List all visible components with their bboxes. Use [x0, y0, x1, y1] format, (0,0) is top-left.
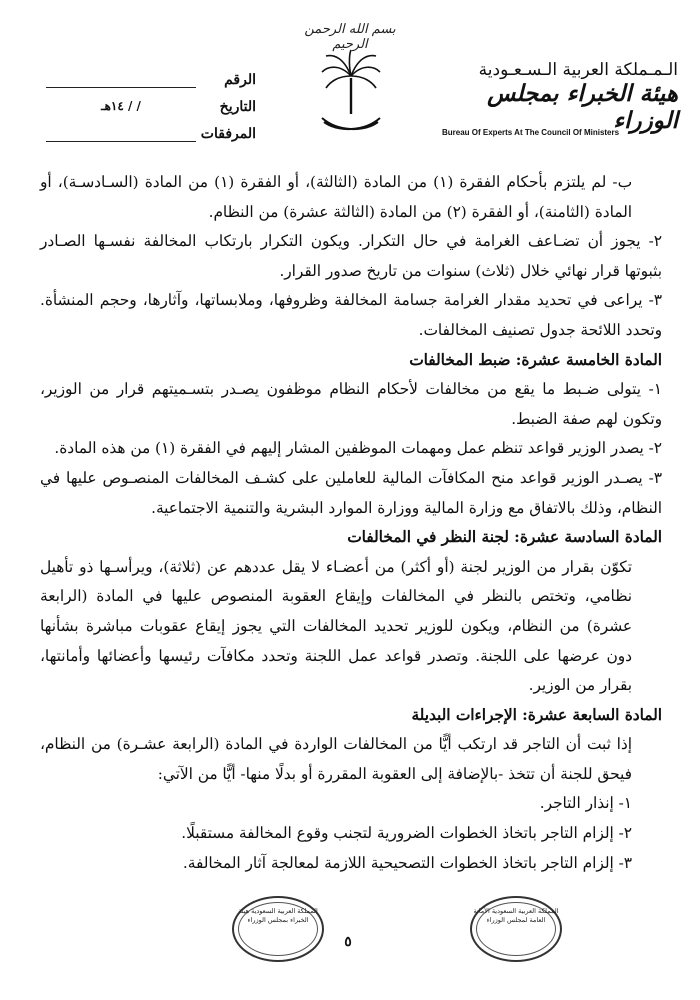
number-label: الرقم: [224, 71, 256, 88]
list-item: ١- إنذار التاجر.: [539, 794, 632, 813]
letterhead: [0, 0, 700, 150]
basmala: بسم الله الرحمن الرحيم: [304, 22, 396, 52]
paragraph: تكوّن بقرار من الوزير لجنة (أو أكثر) من أعضـاء لا يقل عددهم عن (ثلاثة)، ويرأسـها ذو تأهيل نظامي، وتختص بالنظر في المخالفات وإيقاع العقوبة المنصوص عليها في المادة (الرابعة عشرة) من النظام، ويكون للوزير تحديد المخالفات التي يجوز إيقاع عقوبات مباشرة بشأنها دون عرضها على اللجنة. وتصدر قواعد عمل اللجنة وتحدد مكافآت رئيسها وأعضائها وأمانتها، بقرار من الوزير.: [40, 557, 632, 695]
article-heading: المادة السابعة عشرة: الإجراءات البديلة: [411, 705, 662, 724]
document-body: [40, 168, 662, 878]
paragraph: ١- يتولى ضـبط ما يقع من مخالفات لأحكام النظام موظفون يصـدر بتسـميتهم قرار من الوزير، وتكون لهم صفة الضبط.: [40, 380, 662, 428]
date-value: / / ١٤هـ: [101, 98, 141, 113]
list-item: ٢- إلزام التاجر باتخاذ الخطوات الضرورية لتجنب وقوع المخالفة مستقبلًا.: [181, 824, 632, 843]
paragraph: ٢- يجوز أن تضـاعف الغرامة في حال التكرار. ويكون التكرار بارتكاب المخالفة نفسـها الصـادر بثبوتها قرار نهائي خلال (ثلاث) سنوات من تاريخ صدور القرار.: [40, 232, 662, 280]
bureau-name-arabic: هيئة الخبراء بمجلس الوزراء: [487, 80, 678, 134]
page-number: ٥: [344, 934, 352, 950]
paragraph: ٣- يصـدر الوزير قواعد منح المكافآت المالية للعاملين على كشـف المخالفات المنصـوص عليها في النظام، وذلك بالاتفاق مع وزارة المالية ووزارة الموارد البشرية والتنمية الاجتماعية.: [40, 468, 662, 517]
attachments-label: المرفقات: [200, 125, 256, 142]
attachments-field: [46, 125, 196, 142]
list-item: ٣- إلزام التاجر باتخاذ الخطوات التصحيحية اللازمة لمعالجة آثار المخالفة.: [182, 853, 632, 872]
official-seal-right: المملكة العربية السعودية الأمانة العامة لمجلس الوزراء: [470, 896, 562, 962]
bureau-name-english: Bureau Of Experts At The Council Of Ministers: [442, 128, 620, 137]
paragraph: إذا ثبت أن التاجر قد ارتكب أيًّا من المخالفات الواردة في المادة (الرابعة عشـرة) من النظام، فيحق للجنة أن تتخذ -بالإضافة إلى العقوبة المقررة أو بدلًا منها- أيًّا من الآتي:: [40, 735, 632, 783]
paragraph: ٢- يصدر الوزير قواعد تنظم عمل ومهمات الموظفين المشار إليهم في الفقرة (١) من هذه المادة.: [54, 439, 662, 458]
official-seal-left: المملكة العربية السعودية هيئة الخبراء بمجلس الوزراء: [232, 896, 324, 962]
article-heading: المادة السادسة عشرة: لجنة النظر في المخالفات: [347, 528, 662, 547]
kingdom-title: الـمـملكة العربية الـسـعـودية: [478, 60, 678, 80]
reference-block: [46, 66, 256, 147]
number-field: [46, 71, 196, 88]
paragraph: ٣- يراعى في تحديد مقدار الغرامة جسامة المخالفة وظروفها، وملابساتها، وآثارها، وحجم المنشأة. وتحدد اللائحة جدول تصنيف المخالفات.: [40, 291, 662, 339]
date-label: التاريخ: [219, 98, 256, 115]
attachments-row: [46, 120, 256, 147]
paragraph: ب- لم يلتزم بأحكام الفقرة (١) من المادة (الثالثة)، أو الفقرة (١) من المادة (السـادسـة)، أو المادة (الثامنة)، أو الفقرة (٢) من المادة (الثالثة عشرة) من النظام.: [40, 173, 632, 221]
date-row: [46, 93, 256, 120]
number-row: [46, 66, 256, 93]
article-heading: المادة الخامسة عشرة: ضبط المخالفات: [409, 350, 662, 369]
palm-swords-emblem-icon: [318, 48, 384, 140]
